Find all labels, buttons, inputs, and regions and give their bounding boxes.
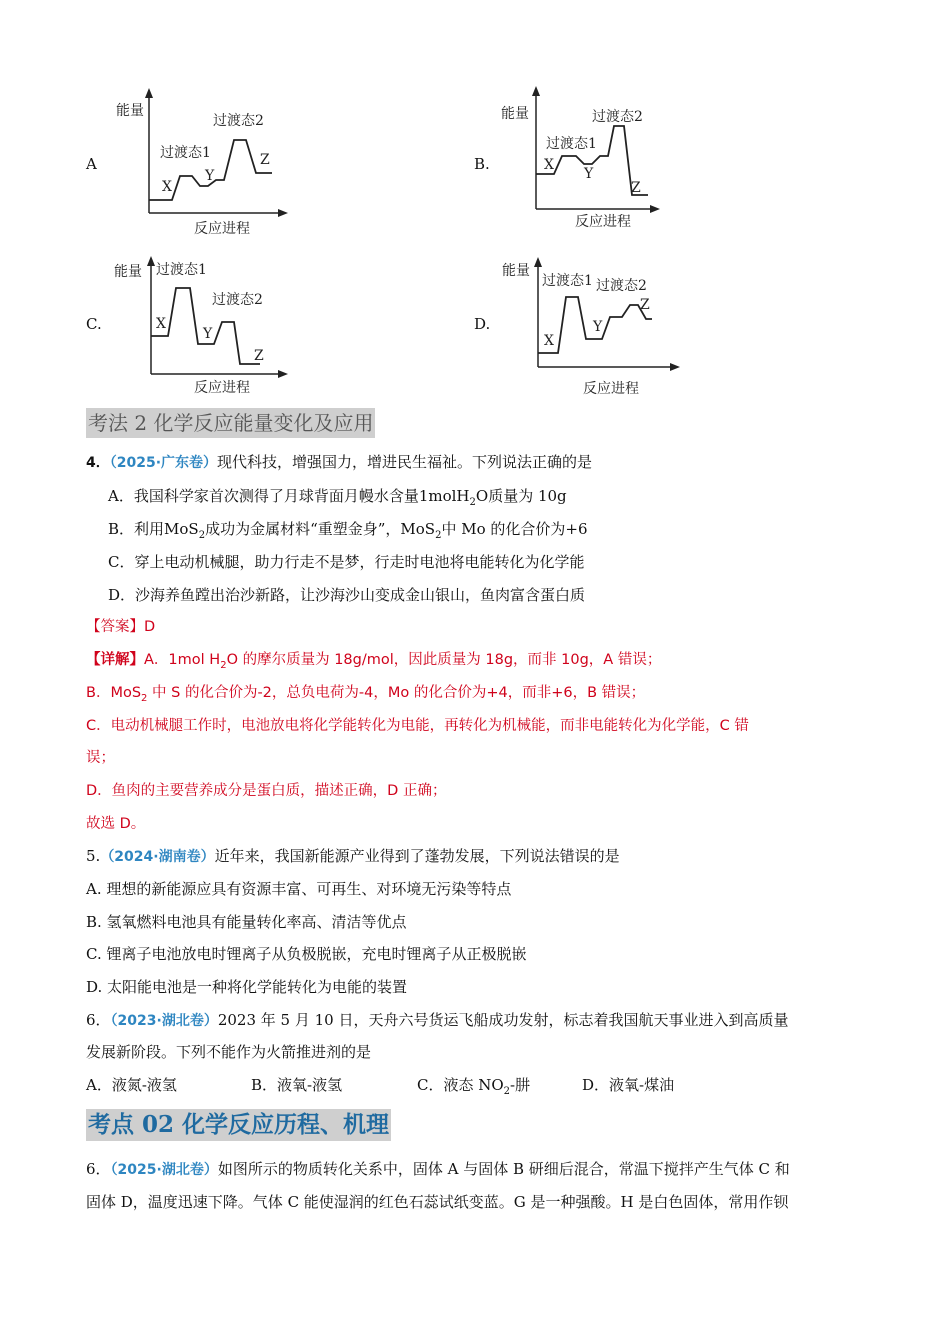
q6a-option-d: D．液氧-煤油: [582, 1076, 675, 1094]
ts1-label: 过渡态1: [160, 145, 211, 161]
energy-diagram-b: [496, 86, 686, 236]
x-axis-label: 反应进程: [194, 221, 250, 237]
energy-diagram-d: [500, 255, 690, 405]
z-label: Z: [640, 297, 650, 313]
section-heading-2: 考点 02 化学反应历程、机理: [86, 1109, 391, 1141]
ts2-label: 过渡态2: [213, 113, 264, 129]
q4-option-a: A．我国科学家首次测得了月球背面月幔水含量1molH$_2$O质量为 10g: [108, 487, 567, 508]
option-d-label: D.: [474, 315, 491, 333]
q5-option-a: A. 理想的新能源应具有资源丰富、可再生、对环境无污染等特点: [86, 880, 512, 898]
z-label: Z: [631, 180, 641, 196]
q6a-options: [86, 1074, 674, 1103]
section-heading-1: 考法 2 化学反应能量变化及应用: [86, 408, 375, 438]
q4-explanation-d: D．鱼肉的主要营养成分是蛋白质，描述正确，D 正确；: [86, 783, 447, 799]
q6b-stem-2: 固体 D，温度迅速下降。气体 C 能使湿润的红色石蕊试纸变蓝。G 是一种强酸。H 是白色固体，常用作钡: [86, 1193, 789, 1211]
q5-option-c: C. 锂离子电池放电时锂离子从负极脱嵌，充电时锂离子从正极脱嵌: [86, 945, 527, 963]
q4-option-d: D．沙海养鱼蹚出治沙新路，让沙海沙山变成金山银山，鱼肉富含蛋白质: [108, 586, 586, 604]
option-b-label: B.: [474, 155, 490, 173]
energy-diagram-c: [110, 252, 300, 402]
q4-answer: 【答案】D: [86, 619, 156, 635]
q5-option-b: B. 氢氧燃料电池具有能量转化率高、清洁等优点: [86, 913, 407, 931]
y-label: Y: [205, 168, 215, 184]
q6a-option-c: C．液态 $NO_2-$肼: [417, 1076, 531, 1097]
q4-explanation-a: 【详解】A．1mol $H_2O$ 的摩尔质量为 18g/mol，因此质量为 18g，而非 10g，A 错误；: [86, 652, 662, 671]
q4-option-b: B．利用MoS$_2$成功为金属材料“重塑金身”，MoS$_2$中 Mo 的化合价为+6: [108, 520, 588, 541]
q4-option-c: C．穿上电动机械腿，助力行走不是梦，行走时电池将电能转化为化学能: [108, 553, 585, 571]
y-axis-label: 能量: [116, 103, 144, 119]
y-label: Y: [593, 319, 603, 335]
ts2-label: 过渡态2: [596, 278, 647, 294]
q6a-option-b: B．液氧-液氢: [251, 1076, 343, 1094]
ts2-label: 过渡态2: [212, 292, 263, 308]
q6a-option-a: A．液氮-液氢: [86, 1076, 177, 1094]
z-label: Z: [260, 152, 270, 168]
q4-explanation-b: B．MoS$_2$ 中 S 的化合价为-2，总负电荷为-4，Mo 的化合价为+4，而非+6，B 错误；: [86, 685, 646, 704]
x-label: X: [156, 316, 166, 332]
q6b-stem-1: 6．（2025·湖北卷）如图所示的物质转化关系中，固体 A 与固体 B 研细后混合，常温下搅拌产生气体 C 和: [86, 1160, 790, 1178]
y-axis-label: 能量: [114, 264, 142, 280]
x-label: X: [544, 157, 554, 173]
y-axis-label: 能量: [502, 263, 530, 279]
y-label: Y: [203, 326, 213, 342]
q4-stem: 4．（2025·广东卷）现代科技，增强国力，增进民生福祉。下列说法正确的是: [86, 453, 593, 471]
ts1-label: 过渡态1: [546, 136, 597, 152]
q4-explanation-end: 故选 D。: [86, 816, 146, 832]
z-label: Z: [254, 348, 264, 364]
y-label: Y: [584, 166, 594, 182]
ts2-label: 过渡态2: [592, 109, 643, 125]
x-label: X: [544, 333, 554, 349]
option-a-label: A: [86, 155, 97, 173]
q4-explanation-c2: 误；: [86, 750, 115, 766]
x-axis-label: 反应进程: [194, 380, 250, 396]
q5-option-d: D. 太阳能电池是一种将化学能转化为电能的装置: [86, 978, 408, 996]
q6a-stem-2: 发展新阶段。下列不能作为火箭推进剂的是: [86, 1043, 372, 1061]
x-axis-label: 反应进程: [583, 381, 639, 397]
x-axis-label: 反应进程: [575, 214, 631, 230]
y-axis-label: 能量: [501, 106, 529, 122]
ts1-label: 过渡态1: [156, 262, 207, 278]
q5-stem: 5.（2024·湖南卷）近年来，我国新能源产业得到了蓬勃发展，下列说法错误的是: [86, 847, 620, 865]
energy-diagram-a: [110, 88, 300, 238]
x-label: X: [162, 179, 172, 195]
ts1-label: 过渡态1: [542, 273, 593, 289]
q4-explanation-c1: C．电动机械腿工作时，电池放电将化学能转化为电能，再转化为机械能，而非电能转化为化学能，C 错: [86, 718, 749, 734]
q6a-stem-1: 6．（2023·湖北卷）2023 年 5 月 10 日，天舟六号货运飞船成功发射，标志着我国航天事业进入到高质量: [86, 1011, 789, 1029]
option-c-label: C.: [86, 315, 102, 333]
